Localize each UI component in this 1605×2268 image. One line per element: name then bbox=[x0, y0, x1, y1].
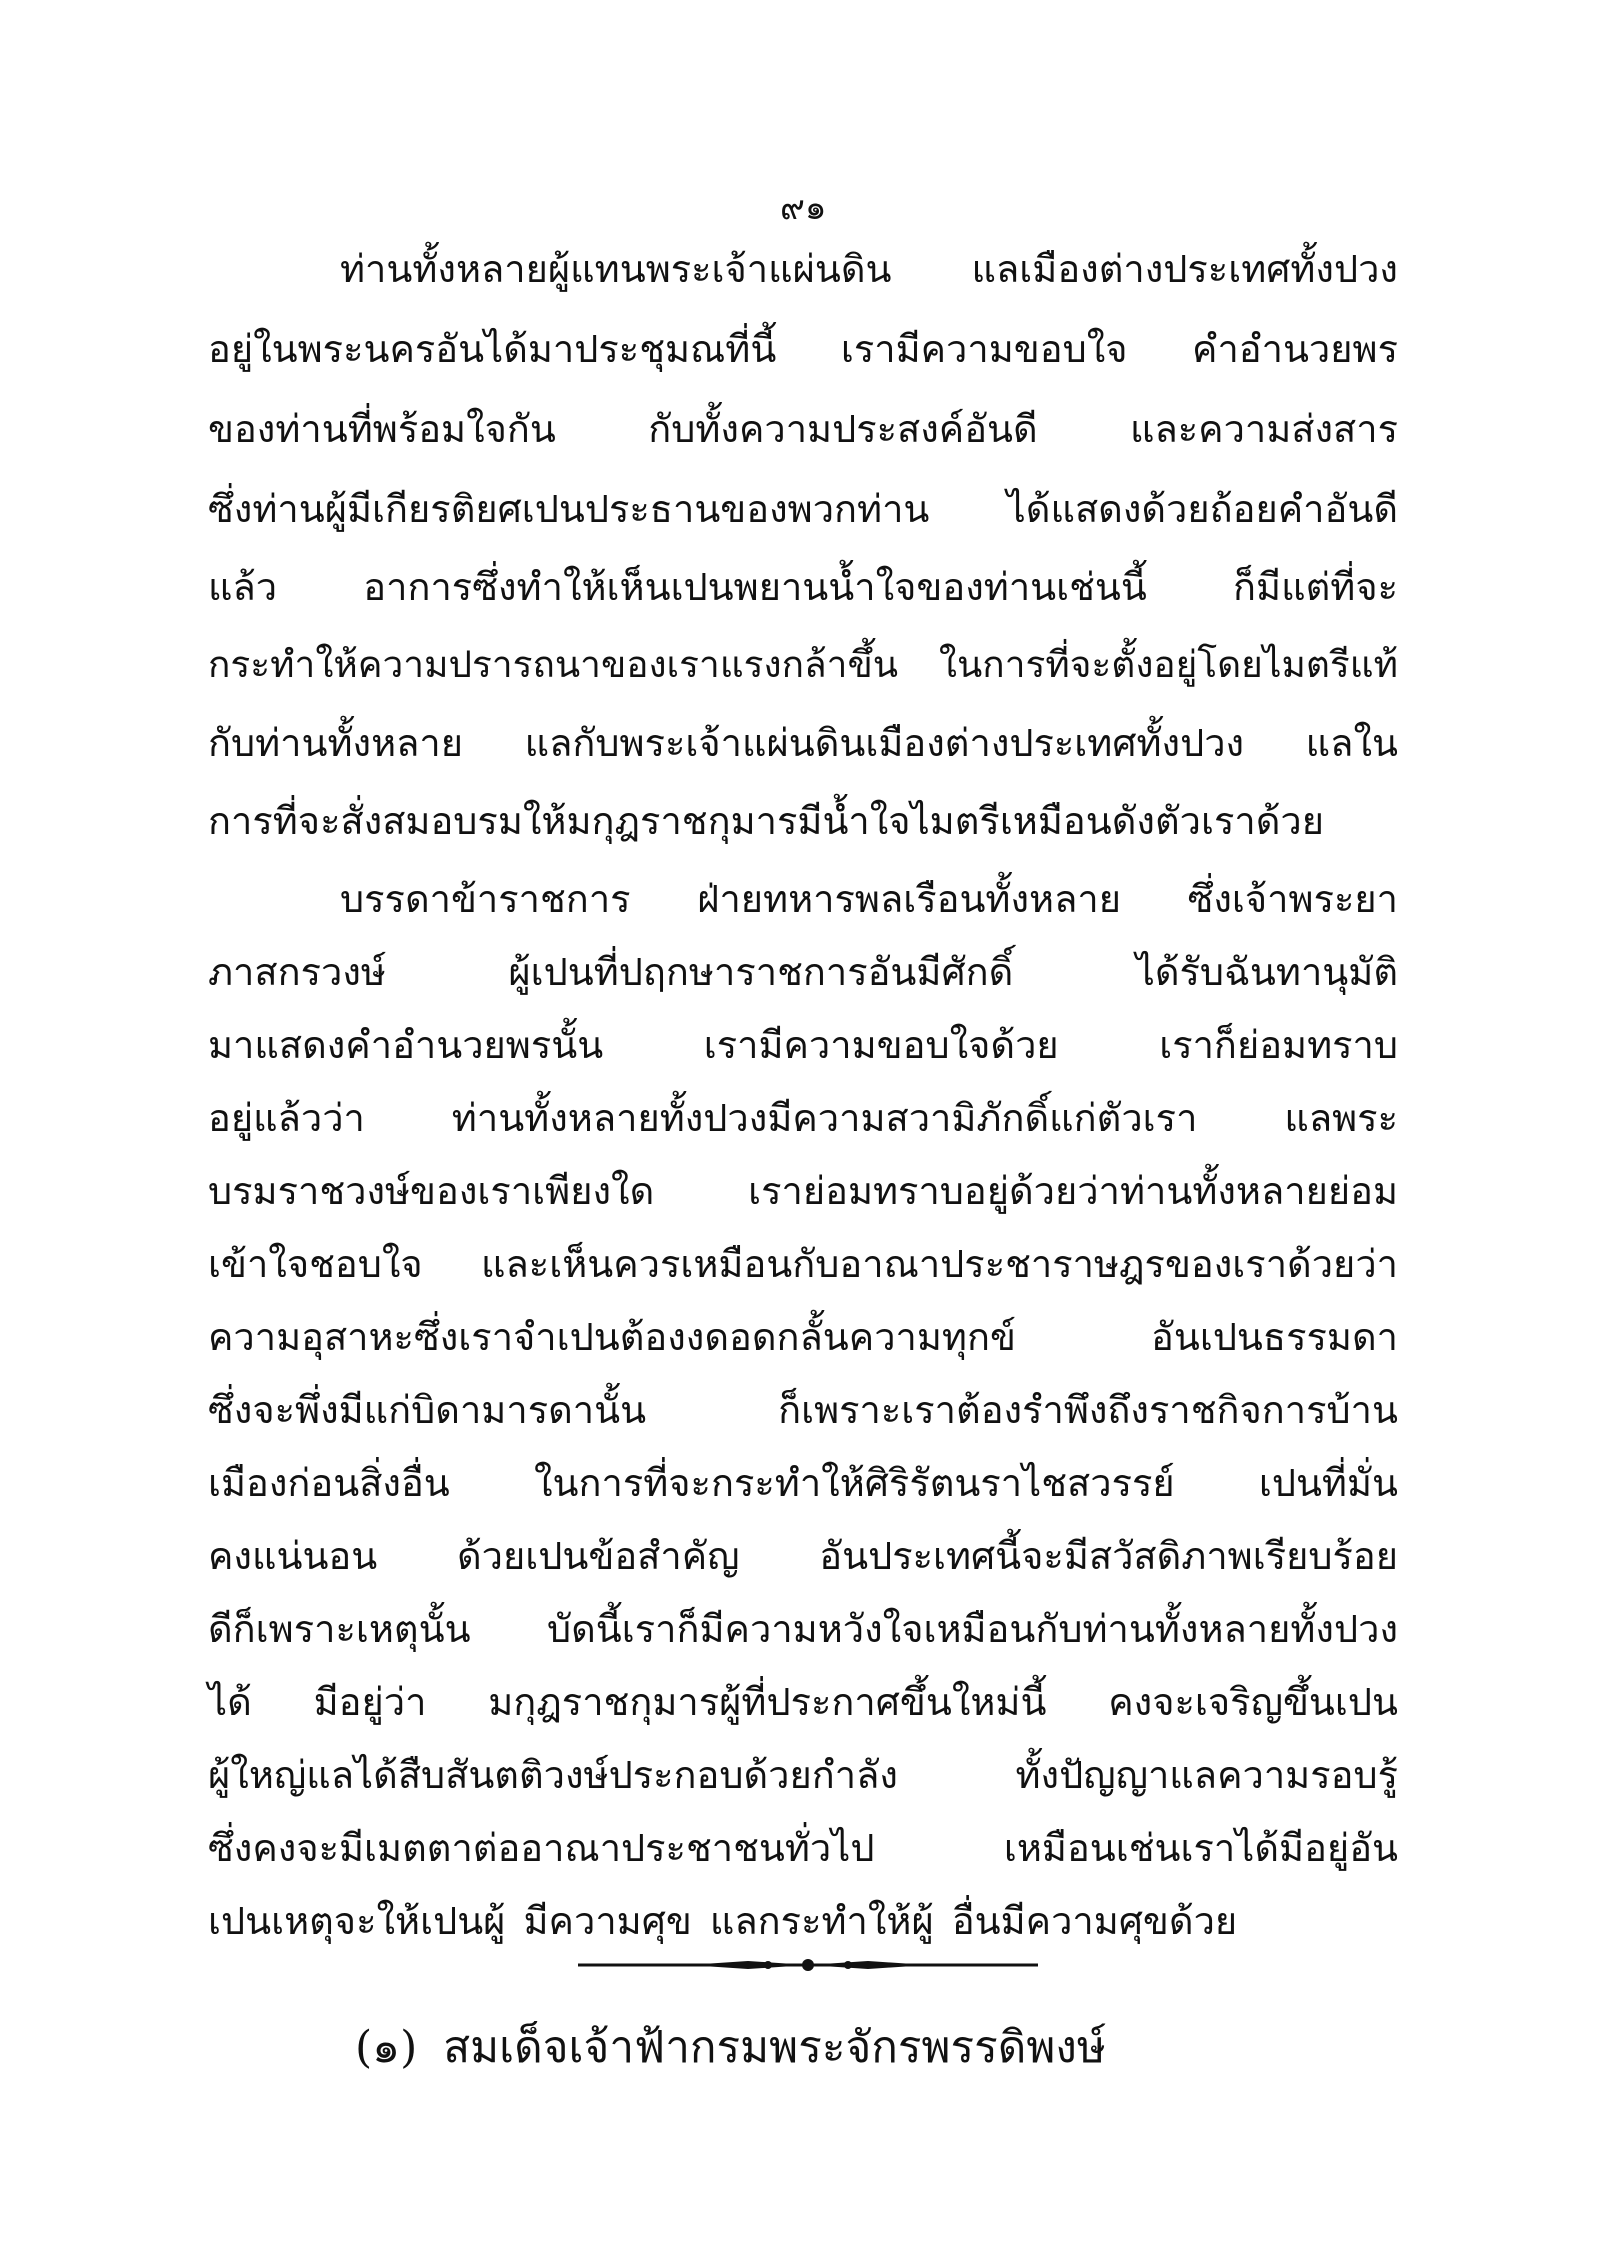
footnote-number: (๑) bbox=[355, 2022, 418, 2073]
footnote bbox=[355, 2012, 1106, 2082]
text-line: ผู้ใหญ่แลได้สืบสันตติวงษ์ประกอบด้วยกำลัง ทั้งปัญญาแลความรอบรู้ bbox=[208, 1753, 1398, 1797]
text-line: การที่จะสั่งสมอบรมให้มกุฎราชกุมารมีน้ำใจไมตรีเหมือนดังตัวเราด้วย bbox=[208, 799, 1324, 843]
text-line: มาแสดงคำอำนวยพรนั้น เรามีความขอบใจด้วย เราก็ย่อมทราบ bbox=[208, 1023, 1398, 1067]
text-line: เปนเหตุจะให้เปนผู้ มีความศุข แลกระทำให้ผู้ อื่นมีความศุขด้วย bbox=[208, 1899, 1238, 1943]
text-line: อยู่ในพระนครอันได้มาประชุมณที่นี้ เรามีความขอบใจ คำอำนวยพร bbox=[208, 327, 1398, 371]
text-line: ได้ มีอยู่ว่า มกุฎราชกุมารผู้ที่ประกาศขึ้นใหม่นี้ คงจะเจริญขึ้นเปน bbox=[208, 1680, 1398, 1724]
text-line: กับท่านทั้งหลาย แลกับพระเจ้าแผ่นดินเมืองต่างประเทศทั้งปวง แลใน bbox=[208, 721, 1398, 765]
text-line: แล้ว อาการซึ่งทำให้เห็นเปนพยานน้ำใจของท่านเช่นนี้ ก็มีแต่ที่จะ bbox=[208, 565, 1398, 609]
text-line: ดีก็เพราะเหตุนั้น บัดนี้เราก็มีความหวังใจเหมือนกับท่านทั้งหลายทั้งปวง bbox=[208, 1607, 1398, 1651]
text-line: เมืองก่อนสิ่งอื่น ในการที่จะกระทำให้ศิริรัตนราไชสวรรย์ เปนที่มั่น bbox=[208, 1461, 1398, 1505]
text-line: ซึ่งท่านผู้มีเกียรติยศเปนประธานของพวกท่าน ได้แสดงด้วยถ้อยคำอันดี bbox=[208, 487, 1398, 531]
text-line: คงแน่นอน ด้วยเปนข้อสำคัญ อันประเทศนี้จะมีสวัสดิภาพเรียบร้อย bbox=[208, 1534, 1398, 1578]
text-line: ท่านทั้งหลายผู้แทนพระเจ้าแผ่นดิน แลเมืองต่างประเทศทั้งปวง bbox=[340, 247, 1398, 291]
text-line: ความอุสาหะซึ่งเราจำเปนต้องงดอดกลั้นความทุกข์ อันเปนธรรมดา bbox=[208, 1315, 1398, 1359]
ornamental-divider bbox=[578, 1958, 1038, 1972]
text-line: ซึ่งคงจะมีเมตตาต่ออาณาประชาชนทั่วไป เหมือนเช่นเราได้มีอยู่อัน bbox=[208, 1826, 1398, 1870]
text-line: บรมราชวงษ์ของเราเพียงใด เราย่อมทราบอยู่ด้วยว่าท่านทั้งหลายย่อม bbox=[208, 1169, 1398, 1213]
text-line: เข้าใจชอบใจ และเห็นควรเหมือนกับอาณาประชาราษฎรของเราด้วยว่า bbox=[208, 1242, 1398, 1286]
footnote-text: สมเด็จเจ้าฟ้ากรมพระจักรพรรดิพงษ์ bbox=[443, 2022, 1106, 2073]
page-number: ๙๑ bbox=[780, 188, 827, 228]
text-line: บรรดาข้าราชการ ฝ่ายทหารพลเรือนทั้งหลาย ซึ่งเจ้าพระยา bbox=[340, 877, 1398, 921]
text-line: ภาสกรวงษ์ ผู้เปนที่ปฤกษาราชการอันมีศักดิ์ ได้รับฉันทานุมัติ bbox=[208, 950, 1398, 994]
text-line: ของท่านที่พร้อมใจกัน กับทั้งความประสงค์อันดี และความส่งสาร bbox=[208, 407, 1398, 451]
text-line: กระทำให้ความปรารถนาของเราแรงกล้าขึ้น ในการที่จะตั้งอยู่โดยไมตรีแท้ bbox=[208, 643, 1398, 686]
text-line: ซึ่งจะพึ่งมีแก่บิดามารดานั้น ก็เพราะเราต้องรำพึงถึงราชกิจการบ้าน bbox=[208, 1388, 1398, 1432]
text-line: อยู่แล้วว่า ท่านทั้งหลายทั้งปวงมีความสวามิภักดิ์แก่ตัวเรา แลพระ bbox=[208, 1096, 1398, 1140]
